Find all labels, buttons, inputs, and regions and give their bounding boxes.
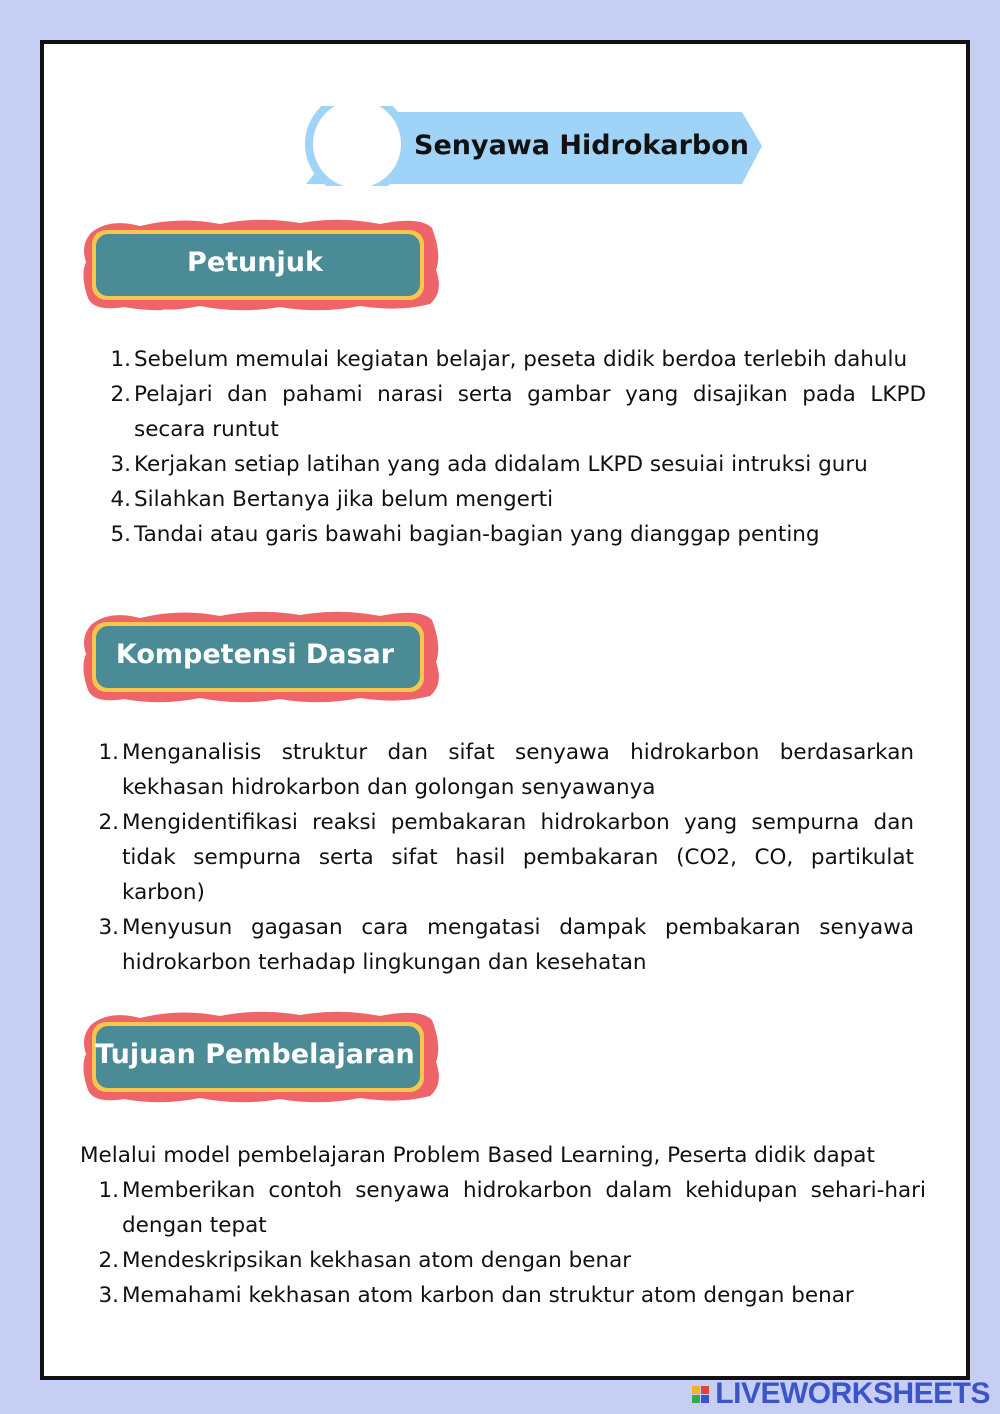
list-item: 1. Memberikan contoh senyawa hidrokarbon dalam kehidupan sehari-hari dengan tepat xyxy=(98,1178,926,1238)
list-item: 3. Memahami kekhasan atom karbon dan struktur atom dengan benar xyxy=(98,1283,854,1308)
kompetensi-list xyxy=(98,735,914,980)
list-item: 5. Tandai atau garis bawahi bagian-bagian yang dianggap penting xyxy=(110,522,820,547)
petunjuk-list xyxy=(110,342,926,552)
section-title: Kompetensi Dasar xyxy=(115,639,395,670)
list-item: 2. Pelajari dan pahami narasi serta gambar yang disajikan pada LKPD secara runtut xyxy=(110,382,926,442)
list-item: 2. Mengidentifikasi reaksi pembakaran hidrokarbon yang sempurna dan tidak sempurna serta sifat hasil pembakaran (CO2, CO, partikulat karbon) xyxy=(98,810,914,905)
section-title: Tujuan Pembelajaran xyxy=(95,1039,415,1070)
page-title: Senyawa Hidrokarbon xyxy=(414,130,749,161)
list-item: 3. Kerjakan setiap latihan yang ada didalam LKPD sesuiai intruksi guru xyxy=(110,452,868,477)
list-item: 1. Sebelum memulai kegiatan belajar, peseta didik berdoa terlebih dahulu xyxy=(110,347,908,372)
watermark-text: LIVEWORKSHEETS xyxy=(715,1377,990,1410)
list-item: 1. Menganalisis struktur dan sifat senyawa hidrokarbon berdasarkan kekhasan hidrokarbon dan golongan senyawanya xyxy=(98,740,914,800)
title-banner xyxy=(302,106,764,186)
liveworksheets-logo-icon xyxy=(692,1386,709,1403)
liveworksheets-watermark xyxy=(692,1376,990,1412)
list-item: 3. Menyusun gagasan cara mengatasi dampak pembakaran senyawa hidrokarbon terhadap lingkungan dan kesehatan xyxy=(98,915,914,975)
section-header-kompetensi xyxy=(80,606,442,706)
worksheet-page xyxy=(40,40,970,1380)
section-header-petunjuk xyxy=(80,214,442,336)
section-header-tujuan xyxy=(80,1006,442,1106)
section-title: Petunjuk Penggunaan xyxy=(159,247,351,336)
tujuan-list xyxy=(98,1173,926,1313)
tujuan-intro: Melalui model pembelajaran Problem Based Learning, Peserta didik dapat xyxy=(80,1143,875,1168)
list-item: 4. Silahkan Bertanya jika belum mengerti xyxy=(110,487,554,512)
list-item: 2. Mendeskripsikan kekhasan atom dengan benar xyxy=(98,1248,632,1273)
